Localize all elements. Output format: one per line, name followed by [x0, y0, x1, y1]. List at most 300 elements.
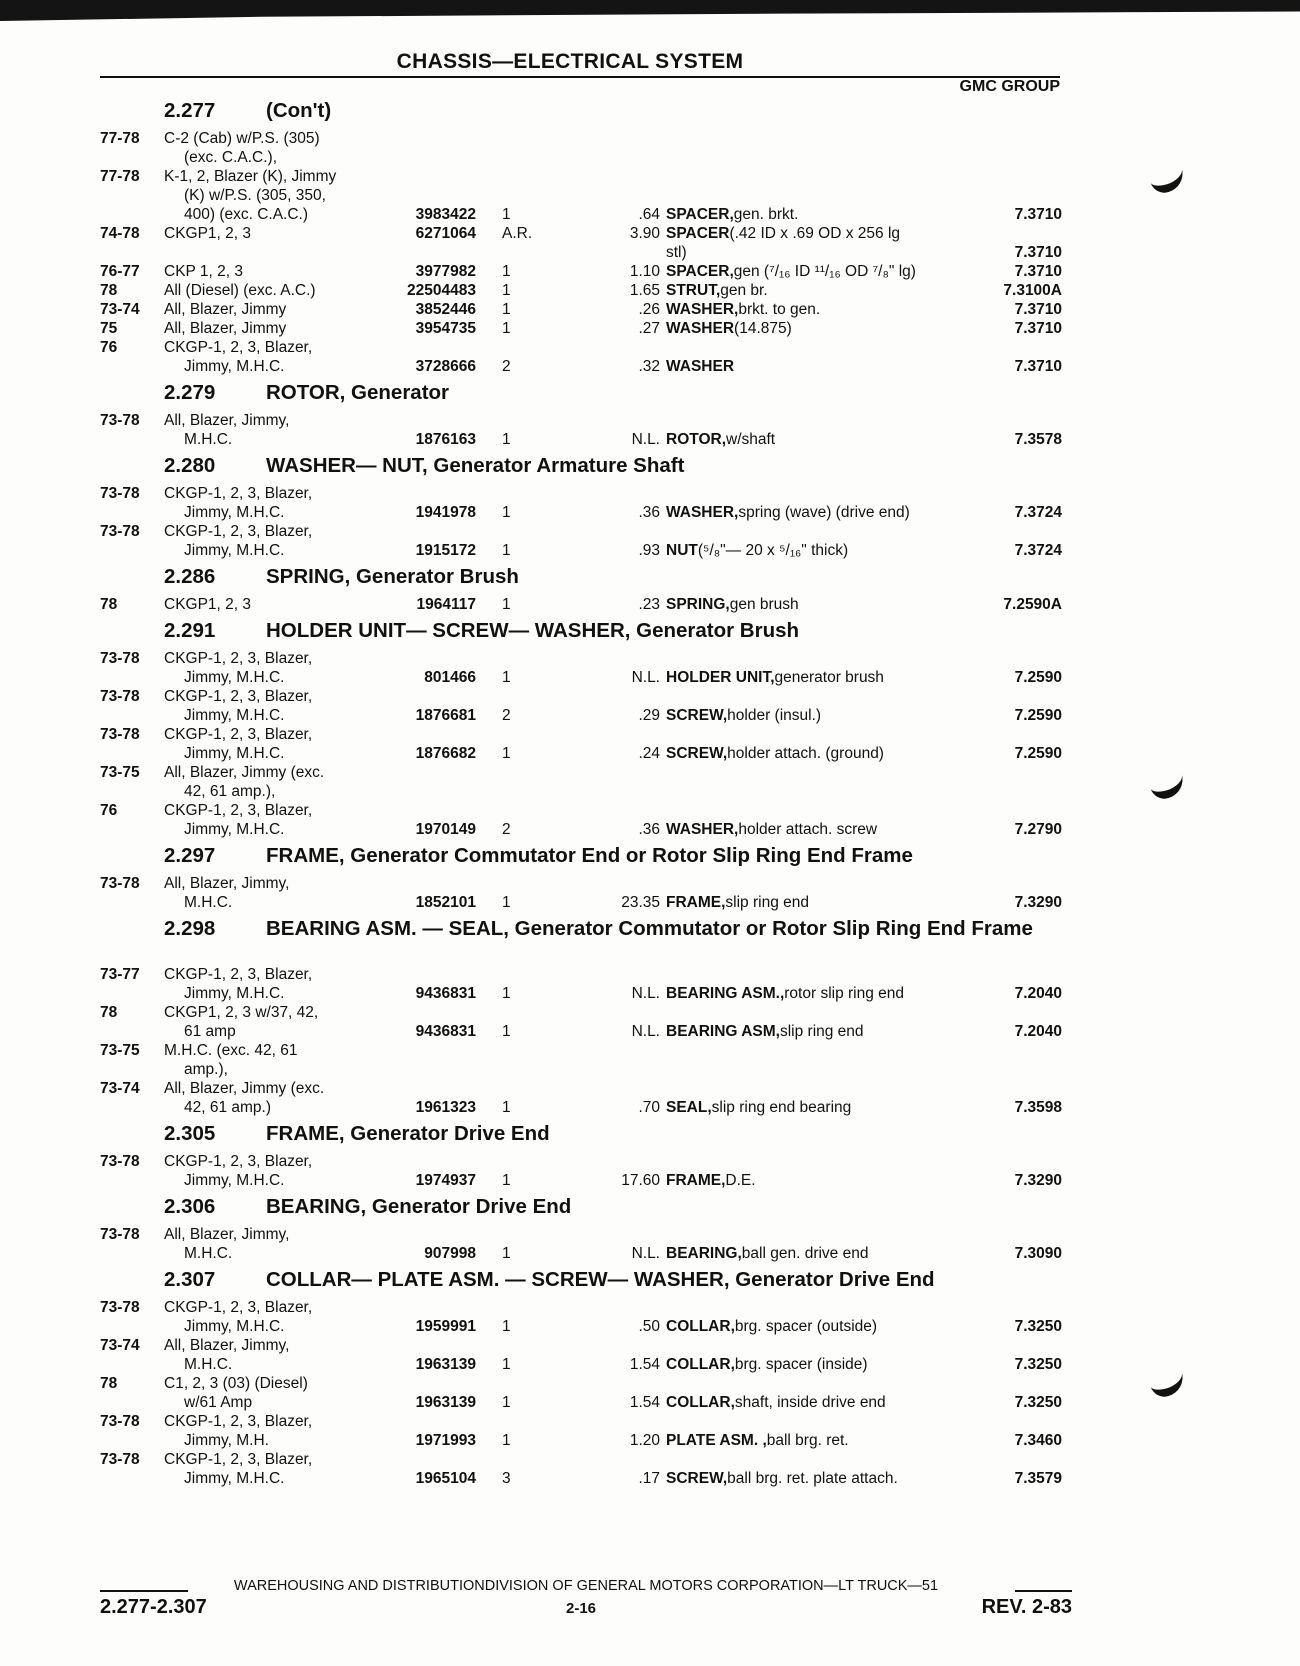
part-name-detail: gen brush [729, 596, 799, 613]
model-years: 73-78 [100, 1413, 140, 1430]
list-price: .93 [638, 542, 660, 559]
part-name-bold: SPACER, [666, 206, 734, 223]
list-price: .27 [638, 320, 660, 337]
part-name-bold: SPACER [666, 225, 730, 242]
part-name [666, 1431, 849, 1450]
section-heading [100, 453, 1080, 484]
part-name-bold: STRUT, [666, 282, 721, 299]
quantity: 1 [502, 282, 511, 299]
list-price: 17.60 [621, 1172, 660, 1189]
part-name-bold: COLLAR, [666, 1318, 735, 1335]
group-reference: 7.3250 [1014, 1356, 1062, 1373]
list-price: .50 [638, 1318, 660, 1335]
part-name-bold: SPRING, [666, 596, 730, 613]
part-number: 3728666 [415, 358, 476, 375]
group-reference: 7.2590 [1014, 707, 1062, 724]
section-title: FRAME, Generator Commutator End or Rotor Slip Ring End Frame [266, 844, 913, 867]
part-name [666, 668, 884, 687]
part-row [100, 1298, 1080, 1317]
group-reference: 7.3578 [1014, 431, 1062, 448]
application-description: Jimmy, M.H. [184, 1432, 269, 1449]
part-row [100, 224, 1080, 243]
part-name-detail: slip ring end bearing [711, 1099, 852, 1116]
part-row [100, 1393, 1080, 1412]
application-description: Jimmy, M.H.C. [184, 1318, 285, 1335]
part-number: 1970149 [415, 821, 476, 838]
part-row [100, 1079, 1080, 1098]
section-heading [100, 618, 1080, 649]
title-rule [100, 76, 1060, 78]
part-name-bold: ROTOR, [666, 431, 726, 448]
application-description: 42, 61 amp.), [184, 783, 276, 800]
list-price: 1.20 [629, 1432, 660, 1449]
part-row [100, 129, 1080, 148]
list-price: .36 [638, 821, 660, 838]
part-row [100, 300, 1080, 319]
part-row [100, 167, 1080, 186]
part-number: 9436831 [415, 985, 476, 1002]
list-price: N.L. [631, 669, 660, 686]
group-reference: 7.3579 [1014, 1470, 1062, 1487]
part-row [100, 503, 1080, 522]
application-description: M.H.C. [184, 431, 233, 448]
section-number: 2.291 [164, 619, 216, 642]
part-name [666, 1469, 898, 1488]
application-description: CKGP-1, 2, 3, Blazer, [164, 966, 313, 983]
list-price: .23 [638, 596, 660, 613]
part-row [100, 411, 1080, 430]
quantity: 1 [502, 894, 511, 911]
quantity: 1 [502, 1245, 511, 1262]
part-name [666, 984, 905, 1003]
part-name [666, 319, 792, 338]
list-price: .24 [638, 745, 660, 762]
part-row [100, 782, 1080, 801]
model-years: 78 [100, 596, 118, 613]
part-number: 1963139 [415, 1356, 476, 1373]
part-name-detail: holder (insul.) [727, 707, 822, 724]
part-name-bold: WASHER, [666, 504, 739, 521]
section-title: BEARING ASM. — SEAL, Generator Commutator or Rotor Slip Ring End Frame [266, 917, 1033, 940]
list-price: 1.54 [629, 1394, 660, 1411]
part-row [100, 1412, 1080, 1431]
part-name-bold: BEARING ASM, [666, 1023, 780, 1040]
part-name-bold: BEARING, [666, 1245, 742, 1262]
model-years: 77-78 [100, 168, 140, 185]
part-number: 3977982 [415, 263, 476, 280]
part-number: 1961323 [415, 1099, 476, 1116]
quantity: 2 [502, 358, 511, 375]
part-row [100, 1041, 1080, 1060]
part-row [100, 243, 1080, 262]
application-description: CKGP1, 2, 3 [164, 596, 252, 613]
part-name-bold: SCREW, [666, 745, 728, 762]
quantity: 1 [502, 320, 511, 337]
quantity: 1 [502, 263, 511, 280]
model-years: 75 [100, 320, 118, 337]
part-row [100, 725, 1080, 744]
group-reference: 7.3090 [1014, 1245, 1062, 1262]
application-description: C-2 (Cab) w/P.S. (305) [164, 130, 320, 147]
quantity: 2 [502, 707, 511, 724]
part-row [100, 1003, 1080, 1022]
quantity: 1 [502, 431, 511, 448]
part-row [100, 1336, 1080, 1355]
model-years: 73-75 [100, 1042, 140, 1059]
part-name-detail: brkt. to gen. [738, 301, 821, 318]
part-name-detail: (.42 ID x .69 OD x 256 lg [729, 225, 901, 242]
group-reference: 7.3710 [1014, 301, 1062, 318]
application-description: Jimmy, M.H.C. [184, 358, 285, 375]
application-description: M.H.C. (exc. 42, 61 [164, 1042, 298, 1059]
application-description: 42, 61 amp.) [184, 1099, 272, 1116]
list-price: .26 [638, 301, 660, 318]
quantity: 2 [502, 821, 511, 838]
section-number: 2.305 [164, 1122, 216, 1145]
application-description: amp.), [184, 1061, 228, 1078]
part-row [100, 1152, 1080, 1171]
group-reference: 7.3710 [1014, 358, 1062, 375]
application-description: M.H.C. [184, 894, 233, 911]
part-number: 6271064 [415, 225, 476, 242]
section-title: FRAME, Generator Drive End [266, 1122, 550, 1145]
list-price: 1.10 [629, 263, 660, 280]
part-row [100, 357, 1080, 376]
part-name-detail: rotor slip ring end [784, 985, 905, 1002]
application-description: CKGP-1, 2, 3, Blazer, [164, 339, 313, 356]
part-number: 1959991 [415, 1318, 476, 1335]
part-name [666, 1355, 868, 1374]
model-years: 76 [100, 339, 118, 356]
part-name-detail: stl) [666, 244, 687, 261]
part-number: 801466 [424, 669, 476, 686]
part-name-detail: holder attach. (ground) [727, 745, 884, 762]
footer-revision: REV. 2-83 [981, 1596, 1072, 1618]
part-name [666, 541, 849, 560]
quantity: 1 [502, 1394, 511, 1411]
group-reference: 7.3724 [1014, 542, 1062, 559]
list-price: 1.65 [629, 282, 660, 299]
model-years: 73-77 [100, 966, 140, 983]
part-number: 3852446 [415, 301, 476, 318]
part-row [100, 205, 1080, 224]
model-years: 73-74 [100, 1080, 140, 1097]
page-top-border [0, 0, 1300, 21]
application-description: 61 amp [184, 1023, 236, 1040]
quantity: 1 [502, 1432, 511, 1449]
section-title: SPRING, Generator Brush [266, 565, 519, 588]
application-description: 400) (exc. C.A.C.) [184, 206, 309, 223]
application-description: CKGP-1, 2, 3, Blazer, [164, 1413, 313, 1430]
part-name-bold: FRAME, [666, 1172, 726, 1189]
part-row [100, 430, 1080, 449]
application-description: All, Blazer, Jimmy, [164, 412, 290, 429]
group-reference: 7.2590A [1003, 596, 1062, 613]
application-description: All (Diesel) (exc. A.C.) [164, 282, 316, 299]
part-row [100, 763, 1080, 782]
part-row [100, 801, 1080, 820]
part-row [100, 687, 1080, 706]
part-row [100, 1171, 1080, 1190]
application-description: All, Blazer, Jimmy [164, 320, 287, 337]
application-description: Jimmy, M.H.C. [184, 669, 285, 686]
part-row [100, 1469, 1080, 1488]
footer-publisher-line: WAREHOUSING AND DISTRIBUTIONDIVISION OF GENERAL MOTORS CORPORATION—LT TRUCK—51 [233, 1578, 939, 1594]
part-name [666, 262, 916, 281]
section-number: 2.286 [164, 565, 216, 588]
part-name-bold: WASHER, [666, 821, 739, 838]
part-name-detail: (14.875) [734, 320, 792, 337]
group-reference: 7.2040 [1014, 1023, 1062, 1040]
binder-hole-mark [1147, 766, 1187, 802]
list-price: .70 [638, 1099, 660, 1116]
part-number: 1852101 [415, 894, 476, 911]
model-years: 73-78 [100, 1226, 140, 1243]
application-description: Jimmy, M.H.C. [184, 542, 285, 559]
part-name-detail: ball brg. ret. [766, 1432, 849, 1449]
quantity: 1 [502, 301, 511, 318]
binder-hole-mark [1147, 160, 1187, 196]
application-description: CKGP-1, 2, 3, Blazer, [164, 726, 313, 743]
part-name-detail: gen (⁷/₁₆ ID ¹¹/₁₆ OD ⁷/₈" lg) [733, 263, 916, 280]
quantity: 1 [502, 1318, 511, 1335]
application-description: CKGP-1, 2, 3, Blazer, [164, 802, 313, 819]
part-row [100, 874, 1080, 893]
list-price: .64 [638, 206, 660, 223]
footer-section-range: 2.277-2.307 [100, 1596, 207, 1618]
part-name [666, 1244, 869, 1263]
part-name-bold: SCREW, [666, 707, 728, 724]
model-years: 73-78 [100, 1153, 140, 1170]
part-row [100, 668, 1080, 687]
part-row [100, 893, 1080, 912]
application-description: Jimmy, M.H.C. [184, 985, 285, 1002]
group-reference: 7.3710 [1014, 320, 1062, 337]
section-heading [100, 564, 1080, 595]
list-price: N.L. [631, 1023, 660, 1040]
part-row [100, 484, 1080, 503]
application-description: M.H.C. [184, 1356, 233, 1373]
part-name [666, 1098, 852, 1117]
part-name-detail: generator brush [774, 669, 884, 686]
model-years: 73-78 [100, 726, 140, 743]
quantity: 1 [502, 985, 511, 1002]
part-name [666, 744, 884, 763]
part-name-detail: slip ring end [779, 1023, 864, 1040]
application-description: Jimmy, M.H.C. [184, 821, 285, 838]
part-number: 1876682 [415, 745, 476, 762]
model-years: 73-78 [100, 485, 140, 502]
section-number: 2.298 [164, 917, 216, 940]
part-number: 1876681 [415, 707, 476, 724]
quantity: 1 [502, 669, 511, 686]
list-price: .17 [638, 1470, 660, 1487]
application-description: All, Blazer, Jimmy, [164, 1337, 290, 1354]
part-number: 22504483 [407, 282, 476, 299]
part-name [666, 503, 910, 522]
part-row [100, 186, 1080, 205]
part-row [100, 984, 1080, 1003]
application-description: CKGP-1, 2, 3, Blazer, [164, 523, 313, 540]
part-row [100, 706, 1080, 725]
section-heading [100, 916, 1080, 965]
part-row [100, 1244, 1080, 1263]
group-reference: 7.3724 [1014, 504, 1062, 521]
part-name [666, 1317, 878, 1336]
part-name [666, 1171, 756, 1190]
quantity: 1 [502, 1356, 511, 1373]
part-row [100, 1374, 1080, 1393]
part-number: 3983422 [415, 206, 476, 223]
part-name-bold: WASHER [666, 320, 735, 337]
list-price: N.L. [631, 1245, 660, 1262]
part-name-bold: COLLAR, [666, 1394, 735, 1411]
part-number: 9436831 [415, 1023, 476, 1040]
part-name-bold: SPACER, [666, 263, 734, 280]
footer-page-number: 2-16 [566, 1600, 597, 1617]
application-description: M.H.C. [184, 1245, 233, 1262]
section-title: WASHER— NUT, Generator Armature Shaft [266, 454, 685, 477]
application-description: (K) w/P.S. (305, 350, [184, 187, 326, 204]
quantity: 1 [502, 542, 511, 559]
group-reference: 7.3290 [1014, 894, 1062, 911]
group-reference: 7.3598 [1014, 1099, 1062, 1116]
page-title: CHASSIS—ELECTRICAL SYSTEM [396, 50, 744, 73]
part-name-bold: WASHER [666, 358, 735, 375]
part-name-detail: slip ring end [725, 894, 809, 911]
application-description: K-1, 2, Blazer (K), Jimmy [164, 168, 337, 185]
part-name [666, 205, 799, 224]
part-row [100, 1098, 1080, 1117]
model-years: 76 [100, 802, 118, 819]
quantity: 1 [502, 596, 511, 613]
part-name [666, 893, 809, 912]
list-price: .36 [638, 504, 660, 521]
application-description: CKP 1, 2, 3 [164, 263, 243, 280]
part-row [100, 1431, 1080, 1450]
group-reference: 7.3710 [1014, 244, 1062, 261]
part-number: 1876163 [415, 431, 476, 448]
part-number: 907998 [424, 1245, 476, 1262]
model-years: 76-77 [100, 263, 140, 280]
part-number: 1974937 [415, 1172, 476, 1189]
quantity: 1 [502, 1023, 511, 1040]
part-row [100, 744, 1080, 763]
application-description: Jimmy, M.H.C. [184, 707, 285, 724]
part-name [666, 300, 821, 319]
application-description: Jimmy, M.H.C. [184, 504, 285, 521]
part-row [100, 1355, 1080, 1374]
group-reference: 7.2590 [1014, 745, 1062, 762]
part-name [666, 281, 768, 300]
part-row [100, 1450, 1080, 1469]
part-name [666, 706, 822, 725]
group-reference: 7.2790 [1014, 821, 1062, 838]
application-description: All, Blazer, Jimmy (exc. [164, 1080, 325, 1097]
part-row [100, 1060, 1080, 1079]
parts-listing [100, 98, 1080, 1492]
application-description: CKGP1, 2, 3 [164, 225, 252, 242]
application-description: All, Blazer, Jimmy, [164, 875, 290, 892]
part-name [666, 357, 734, 376]
part-row [100, 1317, 1080, 1336]
group-reference: 7.2040 [1014, 985, 1062, 1002]
part-name-detail: spring (wave) (drive end) [738, 504, 910, 521]
part-row [100, 1225, 1080, 1244]
part-name-bold: SCREW, [666, 1470, 728, 1487]
part-number: 3954735 [415, 320, 476, 337]
model-years: 73-78 [100, 1451, 140, 1468]
section-number: 2.297 [164, 844, 216, 867]
list-price: N.L. [631, 431, 660, 448]
list-price: .32 [638, 358, 660, 375]
group-reference: 7.3290 [1014, 1172, 1062, 1189]
part-row [100, 281, 1080, 300]
part-name [666, 224, 901, 243]
part-row [100, 262, 1080, 281]
application-description: CKGP-1, 2, 3, Blazer, [164, 1299, 313, 1316]
model-years: 78 [100, 282, 118, 299]
section-number: 2.277 [164, 99, 216, 122]
part-name-bold: BEARING ASM., [666, 985, 785, 1002]
part-name [666, 1022, 864, 1041]
quantity: 1 [502, 745, 511, 762]
group-reference: 7.3250 [1014, 1394, 1062, 1411]
part-name-bold: HOLDER UNIT, [666, 669, 775, 686]
part-name [666, 820, 878, 839]
quantity: 3 [502, 1470, 511, 1487]
part-name-detail: w/shaft [726, 431, 776, 448]
model-years: 73-78 [100, 412, 140, 429]
model-years: 78 [100, 1004, 118, 1021]
application-description: Jimmy, M.H.C. [184, 1470, 285, 1487]
binder-hole-mark [1147, 1364, 1187, 1400]
part-number: 1964117 [416, 596, 476, 613]
section-number: 2.306 [164, 1195, 216, 1218]
part-name-detail: gen. brkt. [733, 206, 799, 223]
quantity: 1 [502, 1172, 511, 1189]
part-row [100, 965, 1080, 984]
group-reference: 7.3710 [1014, 206, 1062, 223]
section-heading [100, 843, 1080, 874]
part-name-detail: brg. spacer (inside) [734, 1356, 868, 1373]
part-name-bold: PLATE ASM. , [666, 1432, 767, 1449]
application-description: w/61 Amp [184, 1394, 253, 1411]
section-number: 2.280 [164, 454, 216, 477]
part-name-detail: ball gen. drive end [741, 1245, 869, 1262]
application-description: CKGP-1, 2, 3, Blazer, [164, 688, 313, 705]
part-name-detail: (⁵/₈"— 20 x ⁵/₁₆" thick) [697, 542, 849, 559]
group-reference: 7.2590 [1014, 669, 1062, 686]
part-row [100, 541, 1080, 560]
part-name-bold: FRAME, [666, 894, 726, 911]
part-row [100, 649, 1080, 668]
quantity: 1 [502, 504, 511, 521]
quantity: 1 [502, 1099, 511, 1116]
group-reference: 7.3460 [1014, 1432, 1062, 1449]
part-row [100, 522, 1080, 541]
group-label: GMC GROUP [959, 78, 1060, 95]
model-years: 73-75 [100, 764, 140, 781]
application-description: All, Blazer, Jimmy (exc. [164, 764, 325, 781]
section-heading [100, 380, 1080, 411]
part-name-detail: shaft, inside drive end [734, 1394, 886, 1411]
group-reference: 7.3100A [1003, 282, 1062, 299]
part-name-bold: NUT [666, 542, 698, 559]
part-name-bold: SEAL, [666, 1099, 712, 1116]
part-number: 1971993 [415, 1432, 476, 1449]
section-title: HOLDER UNIT— SCREW— WASHER, Generator Brush [266, 619, 800, 642]
